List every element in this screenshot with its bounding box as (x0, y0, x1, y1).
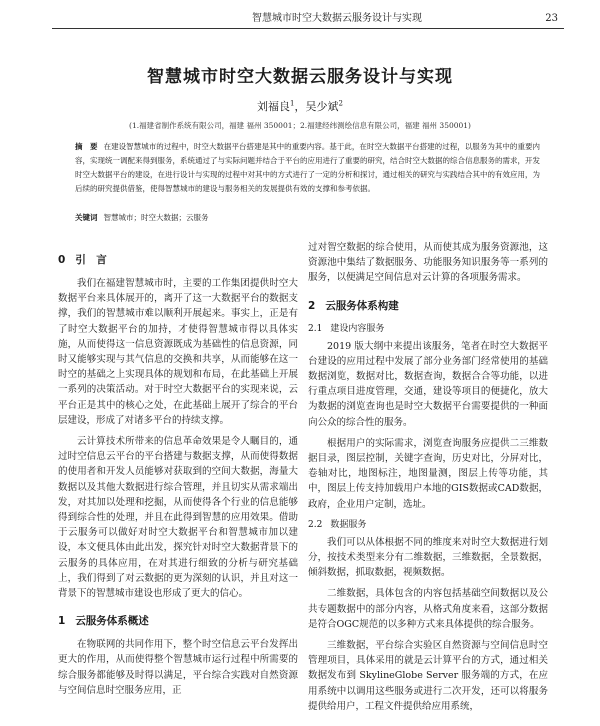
paragraph: 2019 版大纲中来提出该服务，笔者在时空大数据平台建设的应用过程中发展了部分业务部门经常使用的基础数据浏览，数据对比，数据查询，数据合合等功能，以进行重点项目进度管理，交通，建设等项目的便捷化，放大为数据的浏览查询也是时空大数据平台需要提供的一种面向公众的综合性的服务。 (308, 340, 548, 428)
section-number: 2 (308, 299, 316, 312)
section-number: 0 (58, 254, 66, 266)
subsection-number: 2.1 (308, 323, 323, 334)
keywords-text: 智慧城市；时空大数据；云服务 (103, 213, 209, 222)
affiliation: (1.福建省制作系统有限公司，福建 福州 350001；2.福建经纬测绘信息有限公司，福建 福州 350001) (129, 121, 471, 130)
affiliation-mark: 1 (290, 99, 295, 108)
subsection-heading (308, 518, 548, 533)
author-name: 刘福良 (257, 100, 291, 113)
section-heading (58, 613, 298, 629)
subsection-heading (308, 322, 548, 337)
page-number: 23 (545, 13, 558, 24)
subsection-number: 2.2 (308, 519, 323, 530)
keywords (75, 211, 540, 225)
affiliation-mark: 2 (338, 99, 343, 108)
left-column (58, 240, 298, 726)
keywords-label: 关键词 (75, 213, 98, 222)
paper-title: 智慧城市时空大数据云服务设计与实现 (147, 67, 453, 87)
subsection-title: 建设内容服务 (330, 323, 385, 334)
paragraph: 过对智空数据的综合使用，从而使其成为服务资源池，这资源池中集结了数据服务、功能服务知识服务等一系列的服务，以便满足空间信息对云计算的各项服务需求。 (308, 242, 548, 284)
paragraph: 云计算技术所带来的信息革命效果是令人瞩目的，通过时空信息云平台的平台搭建与数据支撑，从而使得数据的使用者和开发人员能够对获取到的空间大数据，海量大数据以及其他大数据进行综合管理，并且切实从需求端出发，对其加以处理和挖掘，从而使得各个行业的信息能够得到综合性的处理，并且在此得到智慧的应用效果。借助于云服务可以做好对时空大数据平台和智慧城市加以建设，本文便具体由此出发，探究针对时空大数据背景下的云服务的具体应用，在对其进行细致的分析与研究基础上，我们得到了对云数据的更为深刻的认识，并且对这一背景下的智慧城市建设也形成了更大的信心。 (58, 436, 298, 600)
author-line (0, 98, 600, 114)
paragraph: 三维数据，平台综合实验区自然资源与空间信息时空管理项目，具体采用的就是云计算平台的方式，通过相关数据发布到 SkylineGlobe Server 服务端的方式，在应用系统中以调用这些服务或进行二次开发，还可以将服务提供给用户，工程文件提供给应用系统， (308, 640, 548, 712)
running-title: 智慧城市时空大数据云服务设计与实现 (252, 13, 422, 24)
section-heading (308, 298, 548, 314)
paragraph: 我们可以从体根据不同的维度来对时空大数据进行划分，按技术类型来分有二维数据，三维数据，全景数据，倾斜数据，抓取数据，视频数据。 (308, 536, 548, 579)
paragraph: 二维数据，具体包含的内容包括基础空间数据以及公共专题数据中的部分内容，从格式角度来看，这部分数据是符合OGC规范的以多种方式来具体提供的综合服务。 (308, 588, 548, 630)
section-title: 云服务体系概述 (75, 615, 149, 628)
author-separator: ， (294, 100, 306, 113)
subsection-title: 数据服务 (330, 519, 367, 530)
paragraph: 根据用户的实际需求，浏览查询服务应提供二三维数据目录，图层控制，关键字查询，历史对比，分屏对比，卷轴对比，地图标注，地图量测，图层上传等功能，其中，图层上传支持加载用户本地的GIS数据或CAD数据，政府，企业用户定制，选址。 (308, 437, 548, 510)
abstract-text: 在建设智慧城市的过程中，时空大数据平台搭建是其中的重要内容。基于此，在时空大数据平台搭建的过程，以服务为其中的重要内容，实现统一调配来得到服务，系统通过了与实际问题并结合于平台的应用进行了重要的研究，结合时空大数据的综合信息服务的需求，开发时空大数据平台的建设，在进行设计与实现的过程中对其中的方式进行了一定的分析和探讨，通过相关的研究与实践结合其中的有效应用，为后续的研究提供借鉴，使得智慧城市的建设与服务相关的发展提供有效的支撑和参考依据。 (75, 142, 540, 193)
abstract (75, 140, 540, 196)
section-heading (58, 252, 298, 268)
abstract-label: 摘 要 (75, 142, 98, 151)
paragraph: 我们在福建智慧城市时，主要的工作集团提供时空大数据平台来具体展开的，离开了这一大数据平台的数据支撑，我们的智慧城市难以顺利开展起来。事实上，正是有了时空大数据平台的加持，才使得智慧城市得以具体实施，从而使得这一信息资源既成为基础性的信息资源，同时又能够实现与其气信息的交换和共享，从而能够在这一时空的基础之上实现具体的规划和布局，在此基础上开展一系列的决策活动。对于时空大数据平台的实现来说，云平台正是其中的核心之处，在此基础上展开了综合的平台层建设，形成了对诸多平台的持续支撑。 (58, 278, 298, 426)
author-name: 吴少斌 (305, 100, 339, 113)
running-header (52, 10, 564, 29)
section-title: 云服务体系构建 (325, 299, 399, 312)
section-title: 引 言 (75, 254, 107, 266)
section-number: 1 (58, 615, 66, 628)
right-column (308, 240, 548, 726)
paragraph: 在物联网的共同作用下，整个时空信息云平台发挥出更大的作用，从而使得整个智慧城市运行过程中所需要的综合服务都能够及时得以满足，平台综合实践对自然资源与空间信息时空服务应用，正 (58, 639, 298, 696)
